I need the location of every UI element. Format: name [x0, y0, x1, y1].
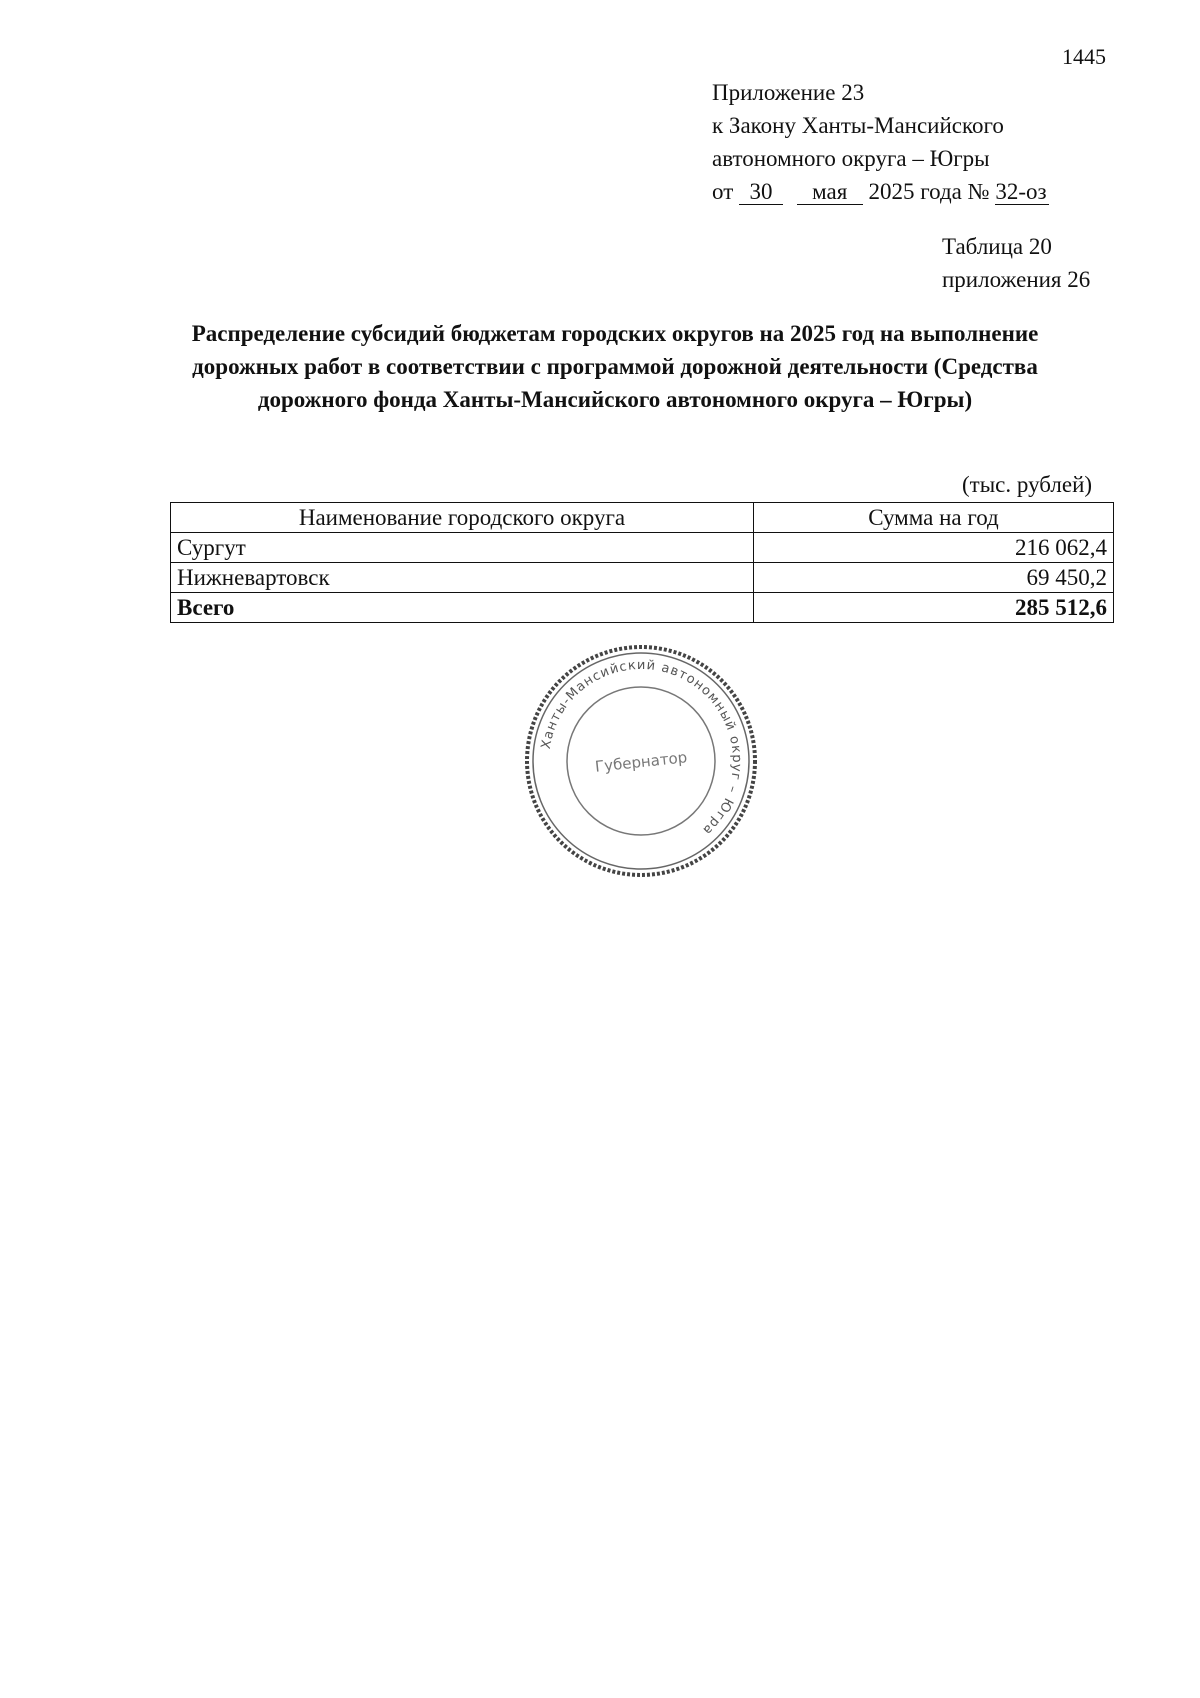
appendix-header	[712, 76, 1049, 208]
table-row	[171, 533, 1114, 563]
table-ref-line-2: приложения 26	[942, 267, 1091, 292]
appendix-line-3: автономного округа – Югры	[712, 146, 990, 171]
document-title: Распределение субсидий бюджетам городских округов на 2025 год на выполнение дорожных работ в соответствии с программой дорожной деятельности (Средства дорожного фонда Ханты-Мансийского автономного округа – Югры)	[191, 321, 1039, 412]
date-day: 30	[739, 180, 783, 205]
total-label: Всего	[171, 593, 754, 623]
district-amount: 216 062,4	[754, 533, 1114, 563]
law-number: 32-оз	[995, 180, 1049, 205]
official-seal-stamp	[523, 643, 759, 879]
date-year: 2025 года №	[868, 179, 990, 204]
page-number: 1445	[1062, 44, 1106, 69]
table-ref-line-1: Таблица 20	[942, 234, 1052, 259]
date-prefix: от	[712, 179, 734, 204]
table-reference	[942, 230, 1090, 296]
header-district-name: Наименование городского округа	[171, 503, 754, 533]
table-header-row	[171, 503, 1114, 533]
svg-text:Губернатор: Губернатор	[594, 748, 689, 776]
subsidy-table	[170, 502, 1114, 623]
appendix-line-2: к Закону Ханты-Мансийского	[712, 113, 1004, 138]
header-annual-amount: Сумма на год	[754, 503, 1114, 533]
district-name: Нижневартовск	[171, 563, 754, 593]
district-amount: 69 450,2	[754, 563, 1114, 593]
total-amount: 285 512,6	[754, 593, 1114, 623]
district-name: Сургут	[171, 533, 754, 563]
table-row	[171, 563, 1114, 593]
svg-text:Ханты-Мансийский автономный ок: Ханты-Мансийский автономный округ – Югра	[538, 657, 745, 839]
unit-label: (тыс. рублей)	[962, 472, 1093, 497]
table-total-row	[171, 593, 1114, 623]
appendix-line-1: Приложение 23	[712, 80, 865, 105]
appendix-date-line	[712, 175, 1049, 208]
date-month: мая	[797, 180, 863, 205]
